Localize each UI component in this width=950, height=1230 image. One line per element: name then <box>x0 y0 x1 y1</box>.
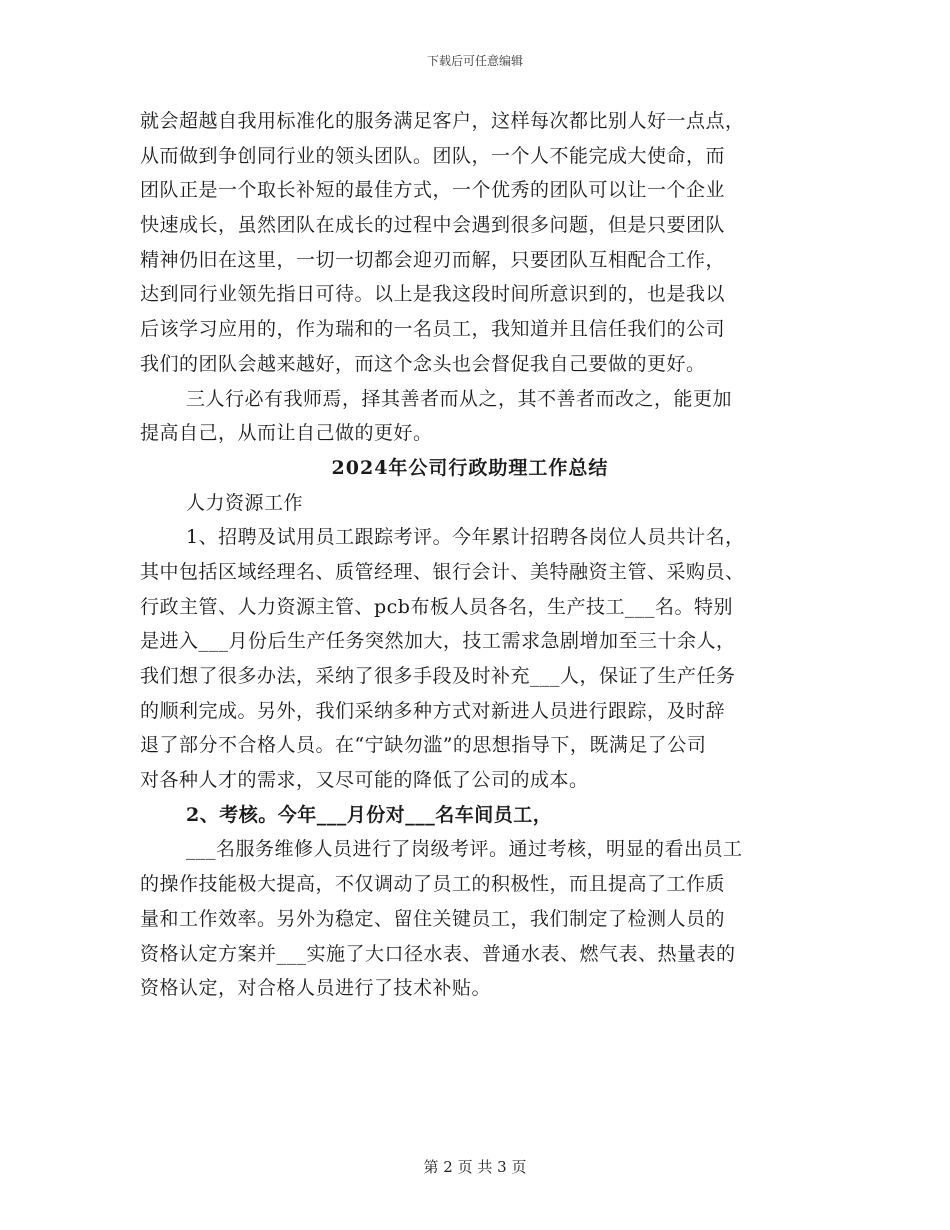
page-header-note: 下载后可任意编辑 <box>426 54 523 68</box>
text-line: 2、考核。今年___月份对___名车间员工， <box>186 803 553 826</box>
text-line: ___名服务维修人员进行了岗级考评。通过考核，明显的看出员工 <box>186 838 743 861</box>
text-line: 从而做到争创同行业的领头团队。团队，一个人不能完成大使命，而 <box>140 144 726 167</box>
text-line: 是进入___月份后生产任务突然加大，技工需求急剧增加至三十余人， <box>140 630 736 653</box>
text-line: 三人行必有我师焉，择其善者而从之，其不善者而改之，能更加 <box>186 387 733 410</box>
text-line: 的操作技能极大提高，不仅调动了员工的积极性，而且提高了工作质 <box>140 873 726 896</box>
text-line: 的顺利完成。另外，我们采纳多种方式对新进人员进行跟踪，及时辞 <box>140 699 726 722</box>
text-line: 就会超越自我用标准化的服务满足客户，这样每次都比别人好一点点， <box>140 110 745 132</box>
text-line: 团队正是一个取长补短的最佳方式，一个优秀的团队可以让一个企业 <box>140 179 726 202</box>
text-line: 我们想了很多办法，采纳了很多手段及时补充___人，保证了生产任务 <box>140 665 736 687</box>
text-line: 量和工作效率。另外为稳定、留住关键员工，我们制定了检测人员的 <box>140 907 726 930</box>
text-line: 我们的团队会越来越好，而这个念头也会督促我自己要做的更好。 <box>140 352 706 375</box>
text-line: 提高自己，从而让自己做的更好。 <box>140 422 433 445</box>
text-line: 资格认定，对合格人员进行了技术补贴。 <box>140 977 492 1000</box>
text-line: 其中包括区域经理名、质管经理、银行会计、美特融资主管、采购员、 <box>140 560 745 583</box>
document-body <box>140 104 800 1006</box>
text-line: 精神仍旧在这里，一切一切都会迎刃而解，只要团队互相配合工作， <box>140 248 726 271</box>
text-line: 资格认定方案并___实施了大口径水表、普通水表、燃气表、热量表的 <box>140 942 736 965</box>
text-line: 行政主管、人力资源主管、pcb布板人员各名，生产技工___名。特别 <box>140 595 733 618</box>
text-line: 人力资源工作 <box>186 491 304 514</box>
text-line: 快速成长，虽然团队在成长的过程中会遇到很多问题，但是只要团队 <box>140 214 726 237</box>
text-line: 达到同行业领先指日可待。以上是我这段时间所意识到的，也是我以 <box>140 283 726 306</box>
page-number: 第 2 页 共 3 页 <box>423 1158 527 1176</box>
text-line: 对各种人才的需求，又尽可能的降低了公司的成本。 <box>140 769 589 792</box>
text-line: 后该学习应用的，作为瑞和的一名员工，我知道并且信任我们的公司 <box>140 318 726 341</box>
text-line: 退了部分不合格人员。在“宁缺勿滥”的思想指导下，既满足了公司 <box>140 734 707 757</box>
section-title: 2024年公司行政助理工作总结 <box>331 456 609 479</box>
text-line: 1、招聘及试用员工跟踪考评。今年累计招聘各岗位人员共计名， <box>186 526 745 549</box>
